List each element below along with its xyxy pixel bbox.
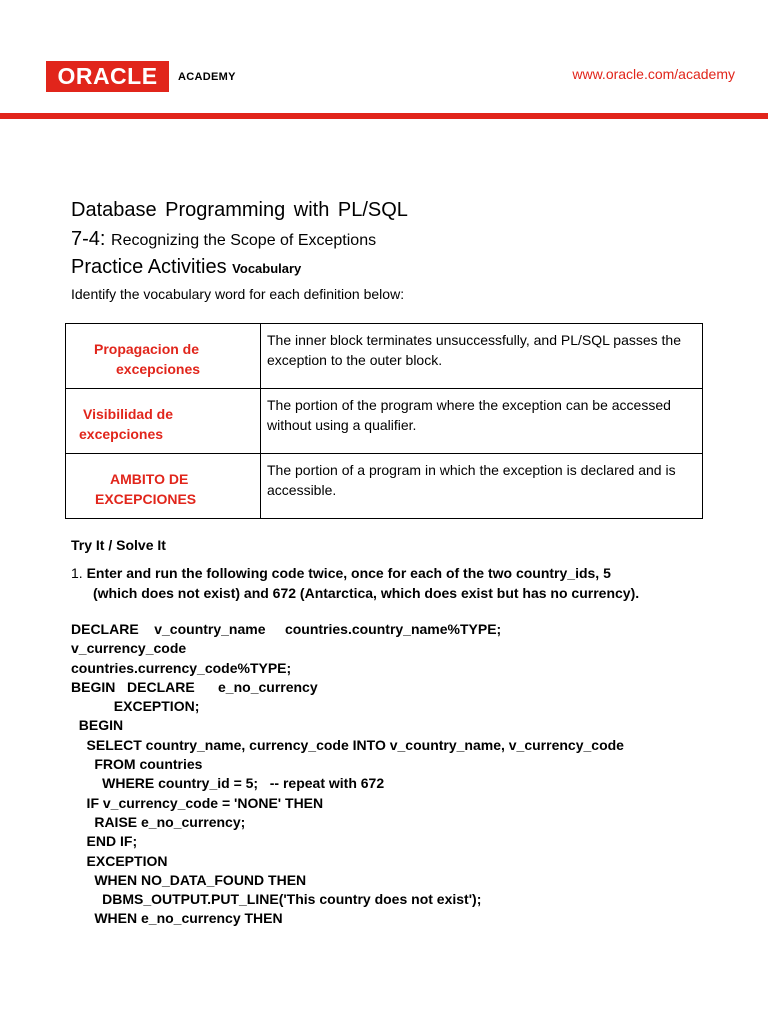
table-row — [66, 389, 703, 454]
vocab-term — [66, 389, 261, 454]
section-subtitle: Vocabulary — [232, 261, 302, 276]
vocab-definition: The portion of a program in which the exception is declared and is accessible. — [261, 454, 703, 519]
term-line: AMBITO DE — [110, 471, 189, 487]
table-row — [66, 324, 703, 389]
document-title: Database Programming with PL/SQL — [71, 199, 408, 221]
step-number: 1. — [71, 565, 83, 581]
step-text-line1: Enter and run the following code twice, once for each of the two country_ids, 5 — [86, 565, 611, 581]
step-instruction — [71, 563, 639, 603]
vocab-term — [66, 324, 261, 389]
step-text-line2: (which does not exist) and 672 (Antarctica, which does exist but has no currency). — [93, 585, 640, 601]
instruction-text: Identify the vocabulary word for each definition below: — [71, 286, 405, 302]
oracle-logo — [46, 61, 169, 92]
section-heading — [71, 256, 301, 279]
logo-text: ORACLE — [57, 63, 158, 89]
vocab-definition: The portion of the program where the exception can be accessed without using a qualifier. — [261, 389, 703, 454]
table-row — [66, 454, 703, 519]
term-line: excepciones — [116, 361, 201, 377]
vocab-definition: The inner block terminates unsuccessfully, and PL/SQL passes the exception to the outer block. — [261, 324, 703, 389]
section-title: Practice Activities — [71, 256, 227, 278]
code-block: DECLARE v_country_name countries.country_name%TYPE; v_currency_code countries.currency_code%TYPE; BEGIN DECLARE e_no_currency EXCEPTION; BEGIN SELECT country_name, currency_code INTO v_country_name, v_currency_code FROM countries WHERE country_id = 5; -- repeat with 672 IF v_currency_code = 'NONE' THEN RAISE e_no_currency; END IF; EXCEPTION WHEN NO_DATA_FOUND THEN DBMS_OUTPUT.PUT_LINE('This country does not exist'); WHEN e_no_currency THEN — [71, 621, 624, 927]
term-line: excepciones — [79, 426, 164, 442]
term-line: EXCEPCIONES — [95, 491, 197, 507]
try-it-heading: Try It / Solve It — [71, 537, 166, 553]
lesson-title: Recognizing the Scope of Exceptions — [111, 232, 377, 249]
header-divider — [0, 113, 768, 119]
term-line: Propagacion de — [94, 341, 200, 357]
lesson-number: 7-4: — [71, 228, 106, 250]
lesson-heading — [71, 228, 376, 251]
academy-label: ACADEMY — [178, 71, 236, 83]
vocab-term — [66, 454, 261, 519]
academy-url-link[interactable]: www.oracle.com/academy — [572, 66, 735, 82]
term-line: Visibilidad de — [83, 406, 173, 422]
vocabulary-table — [65, 323, 703, 519]
